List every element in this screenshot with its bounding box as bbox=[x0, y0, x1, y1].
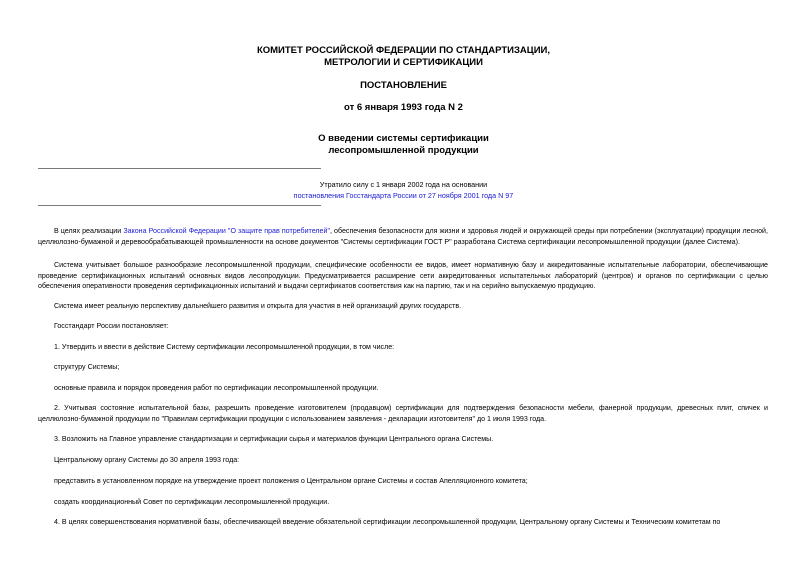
committee-name-line1: КОМИТЕТ РОССИЙСКОЙ ФЕДЕРАЦИИ ПО СТАНДАРТИЗАЦИИ, bbox=[256, 45, 551, 56]
paragraph-decree-intro: Госстандарт России постановляет: bbox=[54, 322, 169, 330]
repeal-decree-link[interactable]: постановления Госстандарта России от 27 ноября 2001 года N 97 bbox=[293, 191, 514, 200]
committee-name-line2: МЕТРОЛОГИИ И СЕРТИФИКАЦИИ bbox=[324, 57, 483, 68]
paragraph-structure: структуру Системы; bbox=[54, 363, 120, 371]
divider-top bbox=[38, 168, 321, 169]
status-note-link-line bbox=[0, 190, 807, 201]
document-title-line2: лесопромышленной продукции bbox=[328, 145, 479, 156]
paragraph-system-description: Система учитывает большое разнообразие лесопромышленной продукции, специфические особенности ее видов, имеет нормативную базу и аккредитованные испытательные лаборатории, обеспечивающие проведение сертификационных испытаний основных видов лесопродукции. Предусматривается расширение сети аккредитованных испытательных лабораторий (центров) и органов по сертификации с целью обеспечения оперативности проведения сертификационных испытаний и выдачи сертификатов соответствия как на партию, так и на серийно выпускаемую продукцию. bbox=[38, 261, 768, 291]
paragraph-central-body: Центральному органу Системы до 30 апреля 1993 года: bbox=[54, 456, 240, 464]
status-note: Утратило силу с 1 января 2002 года на основании bbox=[319, 180, 488, 189]
paragraph-item-3: 3. Возложить на Главное управление стандартизации и сертификации сырья и материалов функции Центрального органа Системы. bbox=[54, 435, 494, 443]
paragraph-purpose-start: В целях реализации bbox=[54, 227, 124, 235]
paragraph-purpose-end: , обеспечения безопасности для жизни и здоровья людей и окружающей среды при потреблении (эксплуатации) продукции лесной, целлюлозно-бумажной и деревообрабатывающей промышленности на основе документов "Системы сертификации ГОСТ Р" разработана Система сертификации лесопромышленной продукции (далее Система). bbox=[38, 227, 768, 246]
divider-bottom bbox=[38, 205, 321, 206]
paragraph-item-2: 2. Учитывая состояние испытательной базы, разрешить проведение изготовителем (продавцом) сертификации для подтверждения безопасности мебели, фанерной продукции, древесных плит, спичек и целлюлозно-бумажной продукции по "Правилам сертификации продукции с использованием заявления - декларации изготовителя" до 1 июля 1993 года. bbox=[38, 404, 768, 423]
paragraph-council: создать координационный Совет по сертификации лесопромышленной продукции. bbox=[54, 498, 330, 506]
paragraph-perspective: Система имеет реальную перспективу дальнейшего развития и открыта для участия в ней организаций других государств. bbox=[54, 302, 462, 310]
consumer-rights-law-link[interactable]: Закона Российской Федерации "О защите прав потребителей" bbox=[123, 227, 330, 235]
document-title-line1: О введении системы сертификации bbox=[318, 133, 489, 144]
paragraph-rules: основные правила и порядок проведения работ по сертификации лесопромышленной продукции. bbox=[54, 384, 379, 392]
paragraph-item-4: 4. В целях совершенствования нормативной базы, обеспечивающей введение обязательной сертификации лесопромышленной продукции, Центральному органу Системы и Техническим комитетам по bbox=[54, 518, 721, 526]
document-type: ПОСТАНОВЛЕНИЕ bbox=[360, 80, 447, 91]
paragraph-submit-draft: представить в установленном порядке на утверждение проект положения о Центральном органе Системы и состав Апелляционного комитета; bbox=[54, 477, 528, 485]
document-date-number: от 6 января 1993 года N 2 bbox=[344, 102, 463, 113]
paragraph-purpose bbox=[38, 226, 768, 247]
paragraph-item-1: 1. Утвердить и ввести в действие Систему сертификации лесопромышленной продукции, в том числе: bbox=[54, 343, 395, 351]
